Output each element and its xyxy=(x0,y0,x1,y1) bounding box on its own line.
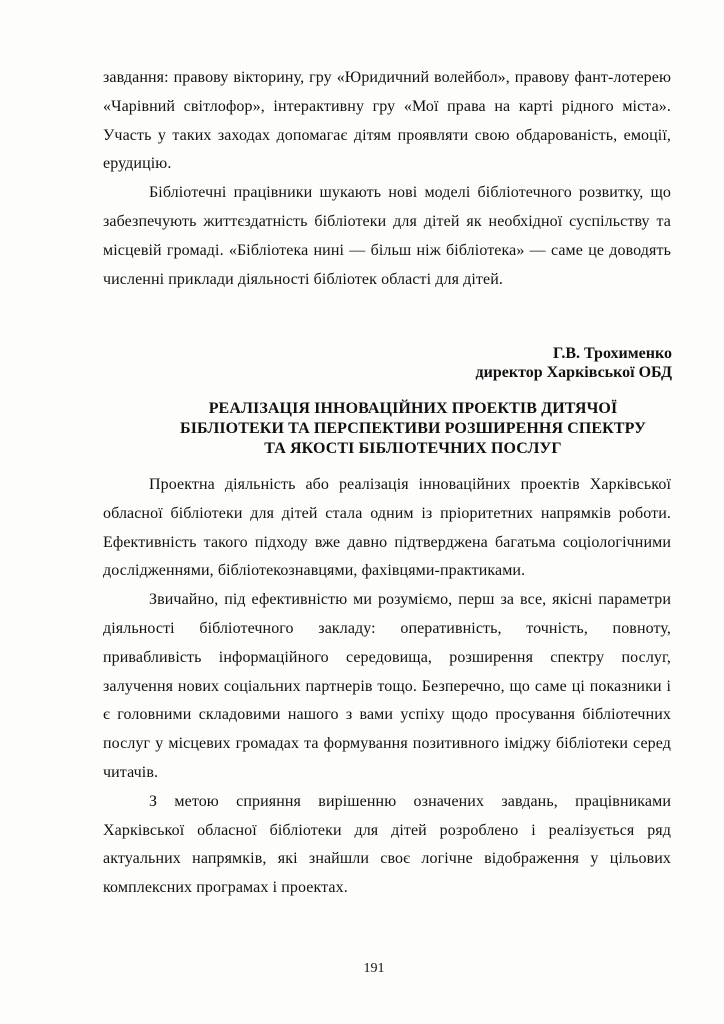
title-line: РЕАЛІЗАЦІЯ ІННОВАЦІЙНИХ ПРОЕКТІВ ДИТЯЧОЇ xyxy=(208,400,618,417)
paragraph-continuation: завдання: правову вікторину, гру «Юридичний волейбол», правову фант-лотерею «Чарівний світлофор», інтерактивну гру «Мої права на карті рідного міста». Участь у таких заходах допомагає дітям проявляти свою обдарованість, емоції, ерудицію. xyxy=(103,69,671,173)
author-role: директор Харківської ОБД xyxy=(475,364,672,381)
article-body xyxy=(103,471,671,903)
title-line: БІБЛІОТЕКИ ТА ПЕРСПЕКТИВИ РОЗШИРЕННЯ СПЕКТРУ xyxy=(180,420,646,437)
title-line: ТА ЯКОСТІ БІБЛІОТЕЧНИХ ПОСЛУГ xyxy=(264,440,562,457)
paragraph: Проектна діяльність або реалізація інноваційних проектів Харківської обласної бібліотеки для дітей стала одним із пріоритетних напрямків роботи. Ефективність такого підходу вже давно підтверджена багатьма соціологічними дослідженнями, бібліотекознавцями, фахівцями-практиками. xyxy=(103,476,671,580)
article-title xyxy=(103,399,723,459)
paragraph: З метою сприяння вирішенню означених завдань, працівниками Харківської обласної бібліотеки для дітей розроблено і реалізується ряд актуальних напрямків, які знайшли своє логічне відображення у цільових комплексних програмах і проектах. xyxy=(103,792,671,897)
paragraph: Бібліотечні працівники шукають нові моделі бібліотечного розвитку, що забезпечують життєздатність бібліотеки для дітей як необхідної суспільству та місцевій громаді. «Бібліотека нині — більш ніж бібліотека» — саме це доводять численні приклади діяльності бібліотек області для дітей. xyxy=(103,184,671,288)
intro-text-block xyxy=(103,64,671,294)
author-name: Г.В. Трохименко xyxy=(552,345,672,362)
paragraph: Звичайно, під ефективністю ми розуміємо, перш за все, якісні параметри діяльності бібліотечного закладу: оперативність, точність, повноту, привабливість інформаційного середовища, розширення спектру послуг, залучення нових соціальних партнерів тощо. Безперечно, що саме ці показники і є головними складовими нашого з вами успіху щодо просування бібліотечних послуг у місцевих громадах та формування позитивного іміджу бібліотеки серед читачів. xyxy=(103,591,671,781)
page-number: 191 xyxy=(363,961,385,976)
